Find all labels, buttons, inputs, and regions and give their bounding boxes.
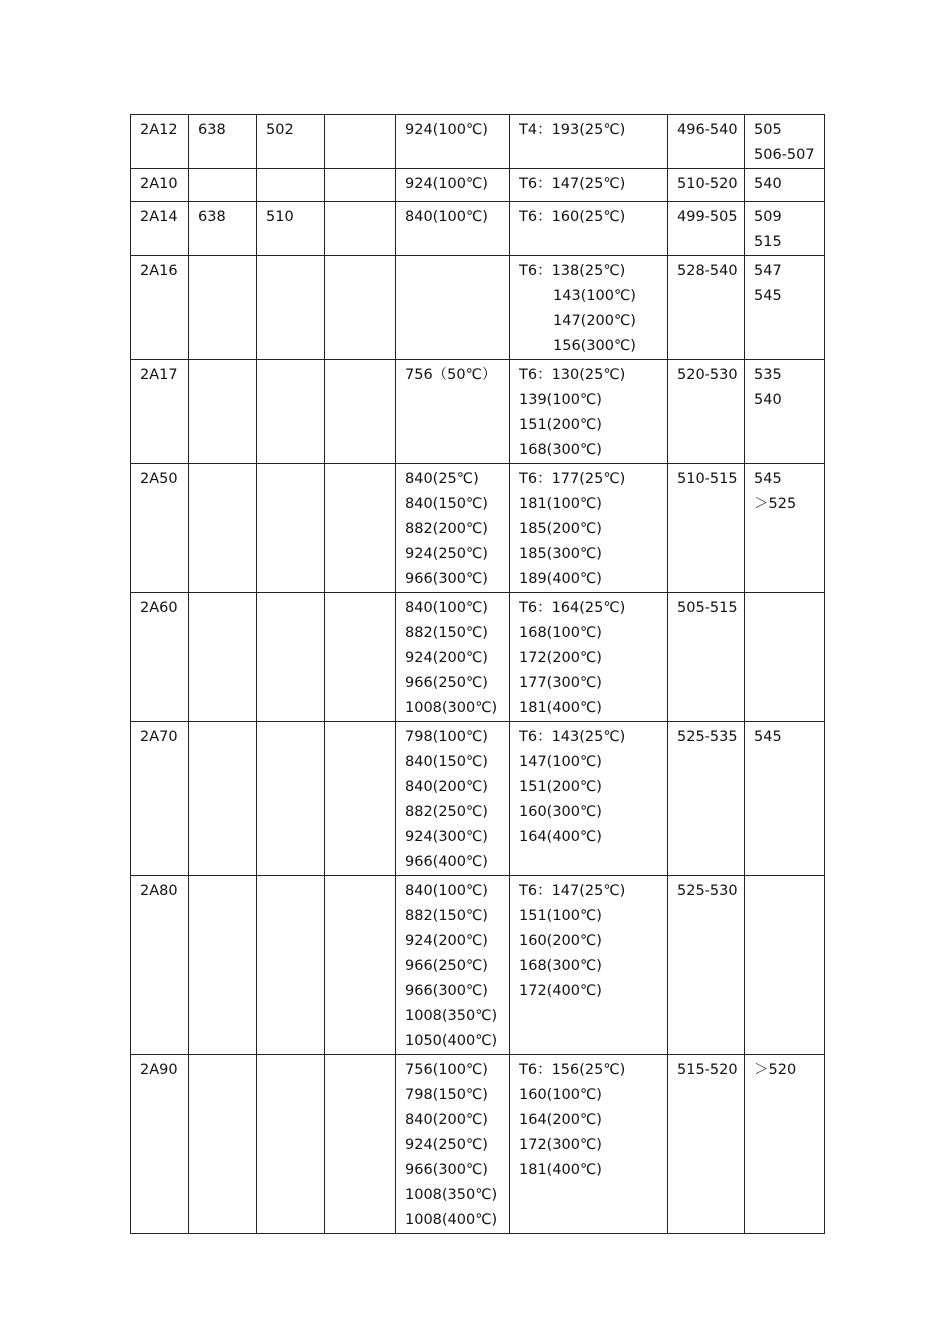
specific-heat-cell: [396, 202, 510, 256]
cell-text-line: 535: [754, 367, 782, 383]
alloy-grade-cell: [131, 115, 189, 169]
melting-range-cell: [668, 202, 745, 256]
thermal-conductivity-cell: [510, 115, 668, 169]
cell-text-line: 147(100℃): [519, 754, 602, 770]
thermal-conductivity-cell: [510, 169, 668, 202]
melting-range-cell: [668, 464, 745, 593]
cell-text-line: 151(200℃): [519, 417, 602, 433]
melting-range-cell: [668, 593, 745, 722]
cell-text-line: 840(150℃): [405, 496, 488, 512]
specific-heat-cell: [396, 360, 510, 464]
cell-text-line: 924(200℃): [405, 933, 488, 949]
cell-text-line: 151(100℃): [519, 908, 602, 924]
col2-cell: [189, 876, 257, 1055]
cell-text-line: 160(100℃): [519, 1087, 602, 1103]
cell-text-line: 924(100℃): [405, 176, 488, 192]
col2-cell: [189, 202, 257, 256]
cell-text-line: 2A60: [140, 600, 178, 616]
cell-text-line: 882(250℃): [405, 804, 488, 820]
cell-text-line: 143(100℃): [553, 288, 636, 304]
col4-cell: [325, 169, 396, 202]
specific-heat-cell: [396, 593, 510, 722]
cell-text-line: 1008(400℃): [405, 1212, 498, 1228]
cell-text-line: 525-530: [677, 883, 738, 899]
thermal-conductivity-cell: [510, 360, 668, 464]
table-row: [131, 722, 825, 876]
cell-text-line: T6：160(25℃): [519, 209, 626, 225]
col4-cell: [325, 464, 396, 593]
col8-cell: [745, 360, 825, 464]
melting-range-cell: [668, 360, 745, 464]
table-row: [131, 202, 825, 256]
cell-text-line: 798(100℃): [405, 729, 488, 745]
col8-cell: [745, 722, 825, 876]
table-row: [131, 464, 825, 593]
col3-cell: [257, 256, 325, 360]
specific-heat-cell: [396, 1055, 510, 1234]
cell-text-line: 545: [754, 288, 782, 304]
cell-text-line: 156(300℃): [553, 338, 636, 354]
cell-text-line: 510: [266, 209, 294, 225]
cell-text-line: 185(300℃): [519, 546, 602, 562]
cell-text-line: T6：143(25℃): [519, 729, 626, 745]
table-row: [131, 876, 825, 1055]
col3-cell: [257, 202, 325, 256]
cell-text-line: 185(200℃): [519, 521, 602, 537]
alloy-properties-table: [130, 114, 825, 1234]
cell-text-line: 515-520: [677, 1062, 738, 1078]
thermal-conductivity-cell: [510, 876, 668, 1055]
cell-text-line: 638: [198, 122, 226, 138]
cell-text-line: T6：156(25℃): [519, 1062, 626, 1078]
cell-text-line: 139(100℃): [519, 392, 602, 408]
cell-text-line: ＞525: [754, 496, 797, 512]
cell-text-line: 510-520: [677, 176, 738, 192]
specific-heat-cell: [396, 256, 510, 360]
col2-cell: [189, 464, 257, 593]
cell-text-line: T4：193(25℃): [519, 122, 626, 138]
cell-text-line: 525-535: [677, 729, 738, 745]
cell-text-line: 2A12: [140, 122, 178, 138]
alloy-grade-cell: [131, 202, 189, 256]
cell-text-line: 545: [754, 729, 782, 745]
cell-text-line: T6：147(25℃): [519, 176, 626, 192]
col8-cell: [745, 202, 825, 256]
col3-cell: [257, 115, 325, 169]
col2-cell: [189, 115, 257, 169]
cell-text-line: 638: [198, 209, 226, 225]
col8-cell: [745, 464, 825, 593]
cell-text-line: 924(200℃): [405, 650, 488, 666]
thermal-conductivity-cell: [510, 722, 668, 876]
col4-cell: [325, 115, 396, 169]
cell-text-line: 506-507: [754, 147, 815, 163]
col2-cell: [189, 169, 257, 202]
cell-text-line: 924(100℃): [405, 122, 488, 138]
cell-text-line: 2A90: [140, 1062, 178, 1078]
cell-text-line: 882(200℃): [405, 521, 488, 537]
cell-text-line: 798(150℃): [405, 1087, 488, 1103]
col3-cell: [257, 360, 325, 464]
cell-text-line: 172(400℃): [519, 983, 602, 999]
table-row: [131, 360, 825, 464]
table-row: [131, 593, 825, 722]
thermal-conductivity-cell: [510, 256, 668, 360]
cell-text-line: 172(300℃): [519, 1137, 602, 1153]
table-row: [131, 256, 825, 360]
cell-text-line: 924(250℃): [405, 546, 488, 562]
cell-text-line: 499-505: [677, 209, 738, 225]
alloy-grade-cell: [131, 593, 189, 722]
cell-text-line: 1050(400℃): [405, 1033, 498, 1049]
specific-heat-cell: [396, 169, 510, 202]
cell-text-line: 147(200℃): [553, 313, 636, 329]
cell-text-line: 1008(350℃): [405, 1187, 498, 1203]
cell-text-line: 1008(300℃): [405, 700, 498, 716]
alloy-grade-cell: [131, 169, 189, 202]
melting-range-cell: [668, 876, 745, 1055]
cell-text-line: 840(150℃): [405, 754, 488, 770]
specific-heat-cell: [396, 464, 510, 593]
cell-text-line: 545: [754, 471, 782, 487]
table-body: [131, 115, 825, 1234]
cell-text-line: T6：130(25℃): [519, 367, 626, 383]
cell-text-line: 181(100℃): [519, 496, 602, 512]
cell-text-line: 151(200℃): [519, 779, 602, 795]
cell-text-line: 2A70: [140, 729, 178, 745]
col4-cell: [325, 256, 396, 360]
cell-text-line: T6：147(25℃): [519, 883, 626, 899]
melting-range-cell: [668, 169, 745, 202]
cell-text-line: 924(300℃): [405, 829, 488, 845]
cell-text-line: 168(100℃): [519, 625, 602, 641]
col8-cell: [745, 169, 825, 202]
col2-cell: [189, 1055, 257, 1234]
col3-cell: [257, 722, 325, 876]
table-row: [131, 115, 825, 169]
cell-text-line: 966(300℃): [405, 983, 488, 999]
cell-text-line: 168(300℃): [519, 442, 602, 458]
cell-text-line: T6：138(25℃): [519, 263, 626, 279]
cell-text-line: 181(400℃): [519, 1162, 602, 1178]
col3-cell: [257, 1055, 325, 1234]
col3-cell: [257, 593, 325, 722]
col2-cell: [189, 360, 257, 464]
thermal-conductivity-cell: [510, 202, 668, 256]
thermal-conductivity-cell: [510, 1055, 668, 1234]
cell-text-line: 2A80: [140, 883, 178, 899]
cell-text-line: 547: [754, 263, 782, 279]
cell-text-line: 966(300℃): [405, 1162, 488, 1178]
col4-cell: [325, 876, 396, 1055]
cell-text-line: 505-515: [677, 600, 738, 616]
cell-text-line: 509: [754, 209, 782, 225]
cell-text-line: 160(300℃): [519, 804, 602, 820]
col4-cell: [325, 360, 396, 464]
col3-cell: [257, 464, 325, 593]
col2-cell: [189, 256, 257, 360]
cell-text-line: 882(150℃): [405, 625, 488, 641]
cell-text-line: 840(100℃): [405, 600, 488, 616]
melting-range-cell: [668, 1055, 745, 1234]
alloy-grade-cell: [131, 256, 189, 360]
cell-text-line: 966(300℃): [405, 571, 488, 587]
col8-cell: [745, 593, 825, 722]
cell-text-line: T6：164(25℃): [519, 600, 626, 616]
cell-text-line: 505: [754, 122, 782, 138]
cell-text-line: 168(300℃): [519, 958, 602, 974]
melting-range-cell: [668, 722, 745, 876]
alloy-grade-cell: [131, 464, 189, 593]
cell-text-line: 520-530: [677, 367, 738, 383]
cell-text-line: 840(200℃): [405, 1112, 488, 1128]
cell-text-line: 882(150℃): [405, 908, 488, 924]
cell-text-line: 540: [754, 176, 782, 192]
alloy-grade-cell: [131, 360, 189, 464]
cell-text-line: 1008(350℃): [405, 1008, 498, 1024]
cell-text-line: 840(100℃): [405, 209, 488, 225]
cell-text-line: ＞520: [754, 1062, 797, 1078]
cell-text-line: 840(200℃): [405, 779, 488, 795]
col4-cell: [325, 202, 396, 256]
specific-heat-cell: [396, 876, 510, 1055]
col2-cell: [189, 722, 257, 876]
cell-text-line: 2A50: [140, 471, 178, 487]
cell-text-line: 2A14: [140, 209, 178, 225]
cell-text-line: 756(100℃): [405, 1062, 488, 1078]
col8-cell: [745, 115, 825, 169]
thermal-conductivity-cell: [510, 593, 668, 722]
cell-text-line: 540: [754, 392, 782, 408]
cell-text-line: 2A17: [140, 367, 178, 383]
cell-text-line: 177(300℃): [519, 675, 602, 691]
cell-text-line: 164(400℃): [519, 829, 602, 845]
cell-text-line: 840(25℃): [405, 471, 479, 487]
alloy-grade-cell: [131, 876, 189, 1055]
melting-range-cell: [668, 115, 745, 169]
table-row: [131, 1055, 825, 1234]
cell-text-line: T6：177(25℃): [519, 471, 626, 487]
cell-text-line: 510-515: [677, 471, 738, 487]
specific-heat-cell: [396, 115, 510, 169]
cell-text-line: 502: [266, 122, 294, 138]
cell-text-line: 172(200℃): [519, 650, 602, 666]
cell-text-line: 2A16: [140, 263, 178, 279]
cell-text-line: 2A10: [140, 176, 178, 192]
col8-cell: [745, 1055, 825, 1234]
cell-text-line: 164(200℃): [519, 1112, 602, 1128]
cell-text-line: 515: [754, 234, 782, 250]
specific-heat-cell: [396, 722, 510, 876]
col8-cell: [745, 256, 825, 360]
thermal-conductivity-cell: [510, 464, 668, 593]
cell-text-line: 966(250℃): [405, 675, 488, 691]
cell-text-line: 528-540: [677, 263, 738, 279]
cell-text-line: 966(250℃): [405, 958, 488, 974]
col4-cell: [325, 1055, 396, 1234]
cell-text-line: 756（50℃）: [405, 367, 497, 383]
table-row: [131, 169, 825, 202]
col8-cell: [745, 876, 825, 1055]
cell-text-line: 160(200℃): [519, 933, 602, 949]
cell-text-line: 496-540: [677, 122, 738, 138]
cell-text-line: 189(400℃): [519, 571, 602, 587]
col2-cell: [189, 593, 257, 722]
cell-text-line: 840(100℃): [405, 883, 488, 899]
cell-text-line: 966(400℃): [405, 854, 488, 870]
melting-range-cell: [668, 256, 745, 360]
alloy-grade-cell: [131, 1055, 189, 1234]
col3-cell: [257, 169, 325, 202]
col3-cell: [257, 876, 325, 1055]
alloy-grade-cell: [131, 722, 189, 876]
cell-text-line: 924(250℃): [405, 1137, 488, 1153]
cell-text-line: 181(400℃): [519, 700, 602, 716]
col4-cell: [325, 593, 396, 722]
col4-cell: [325, 722, 396, 876]
